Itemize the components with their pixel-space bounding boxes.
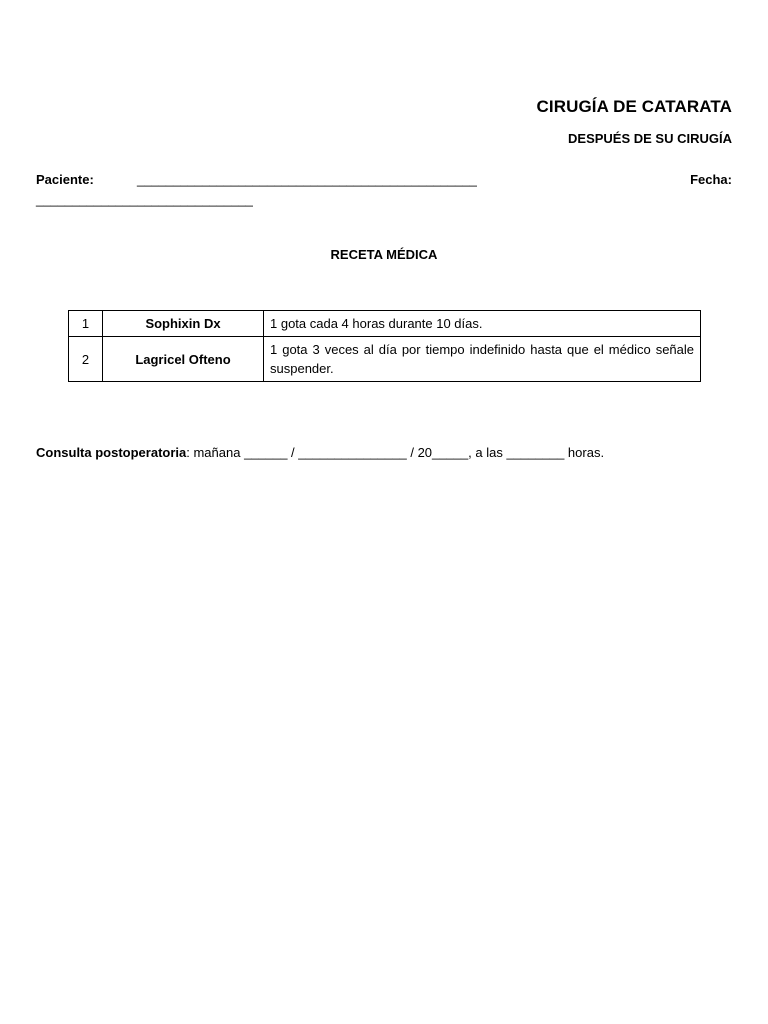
date-label: Fecha: bbox=[690, 172, 732, 187]
table-row bbox=[69, 337, 701, 382]
document-title: CIRUGÍA DE CATARATA bbox=[536, 97, 732, 116]
postop-consultation bbox=[36, 445, 604, 460]
row-number: 2 bbox=[69, 337, 103, 382]
drug-name: Lagricel Ofteno bbox=[103, 337, 264, 382]
dosage-instructions: 1 gota cada 4 horas durante 10 días. bbox=[264, 311, 701, 337]
date-blank-line: ______________________________ bbox=[36, 192, 253, 207]
document-subtitle: DESPUÉS DE SU CIRUGÍA bbox=[568, 131, 732, 146]
patient-blank-line: _______________________________________________ bbox=[137, 172, 477, 187]
table-row bbox=[69, 311, 701, 337]
prescription-title: RECETA MÉDICA bbox=[330, 247, 438, 262]
dosage-instructions: 1 gota 3 veces al día por tiempo indefinido hasta que el médico señale suspender. bbox=[264, 337, 701, 382]
prescription-table bbox=[68, 310, 701, 382]
consultation-label: Consulta postoperatoria bbox=[36, 445, 187, 460]
drug-name: Sophixin Dx bbox=[103, 311, 264, 337]
row-number: 1 bbox=[69, 311, 103, 337]
consultation-details: : mañana ______ / _______________ / 20_____, a las ________ horas. bbox=[186, 445, 605, 460]
patient-label: Paciente: bbox=[36, 172, 94, 187]
